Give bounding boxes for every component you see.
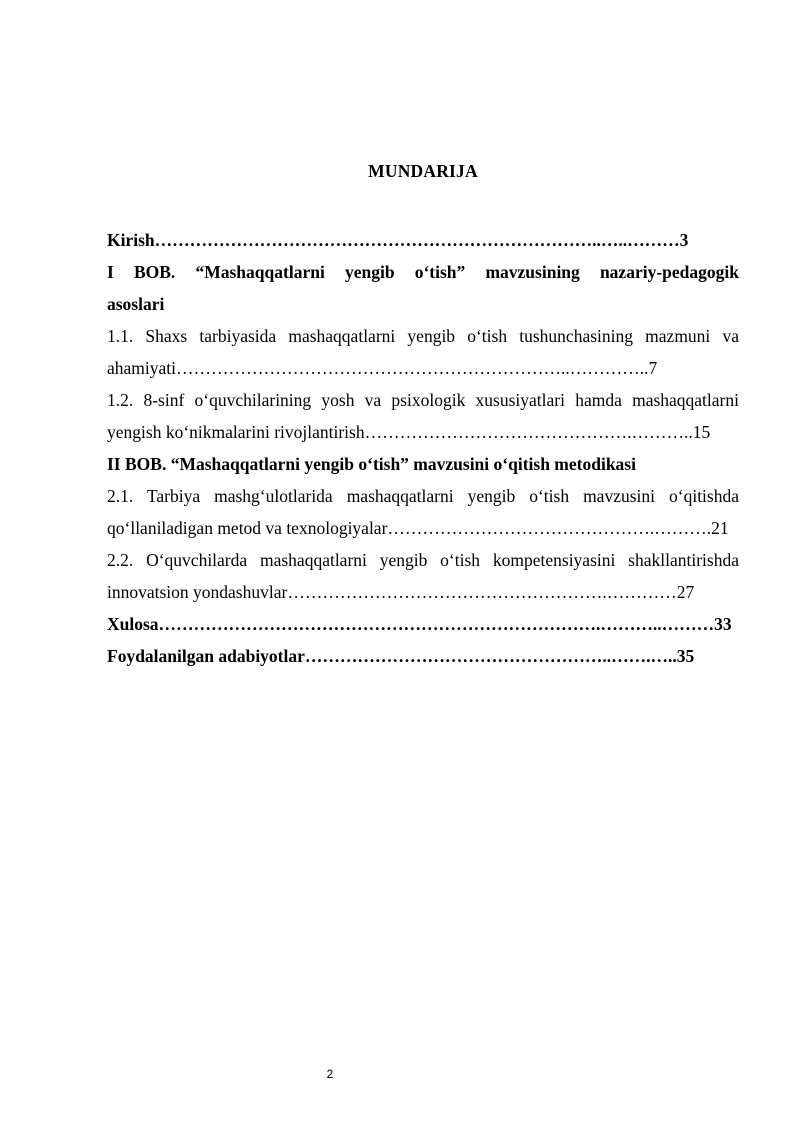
toc-title: MUNDARIJA [368, 161, 478, 181]
toc-entry-2-1-cont[interactable]: qo‘llaniladigan metod va texnologiyalar……………………………………….……….21 [107, 518, 729, 538]
page-number: 2 [326, 1067, 334, 1081]
toc-entry-xulosa[interactable]: Xulosa………………………………………………………………….………..………33 [107, 614, 732, 634]
toc-entry-adabiyotlar[interactable]: Foydalanilgan adabiyotlar……………………………………………..…….…..35 [107, 646, 695, 666]
toc-entry-2-2[interactable]: 2.2. O‘quvchilarda mashaqqatlarni yengib o‘tish kompetensiyasini shakllantirishda [107, 550, 739, 570]
toc-entry-2-2-cont[interactable]: innovatsion yondashuvlar……………………………………………….…………27 [107, 582, 695, 602]
toc-entry-2-1[interactable]: 2.1. Tarbiya mashg‘ulotlarida mashaqqatlarni yengib o‘tish mavzusini o‘qitishda [107, 486, 739, 506]
toc-entry-1-2[interactable]: 1.2. 8-sinf o‘quvchilarining yosh va psixologik xususiyatlari hamda mashaqqatlarni [107, 390, 739, 410]
toc-entry-bob1-heading[interactable]: I BOB. “Mashaqqatlarni yengib o‘tish” mavzusining nazariy-pedagogik [107, 262, 739, 282]
toc-entry-1-1-cont[interactable]: ahamiyati…………………………………………………………..…………..7 [107, 358, 658, 378]
toc-entry-kirish[interactable]: Kirish…………………………………………………………………..…..………3 [107, 230, 689, 250]
toc-entry-bob1-heading-cont[interactable]: asoslari [107, 294, 165, 314]
toc-entry-bob2-heading[interactable]: II BOB. “Mashaqqatlarni yengib o‘tish” mavzusini o‘qitish metodikasi [107, 454, 636, 474]
toc-entry-1-1[interactable]: 1.1. Shaxs tarbiyasida mashaqqatlarni yengib o‘tish tushunchasining mazmuni va [107, 326, 739, 346]
toc-entry-1-2-cont[interactable]: yengish ko‘nikmalarini rivojlantirish……………………………………….………..15 [107, 422, 711, 442]
